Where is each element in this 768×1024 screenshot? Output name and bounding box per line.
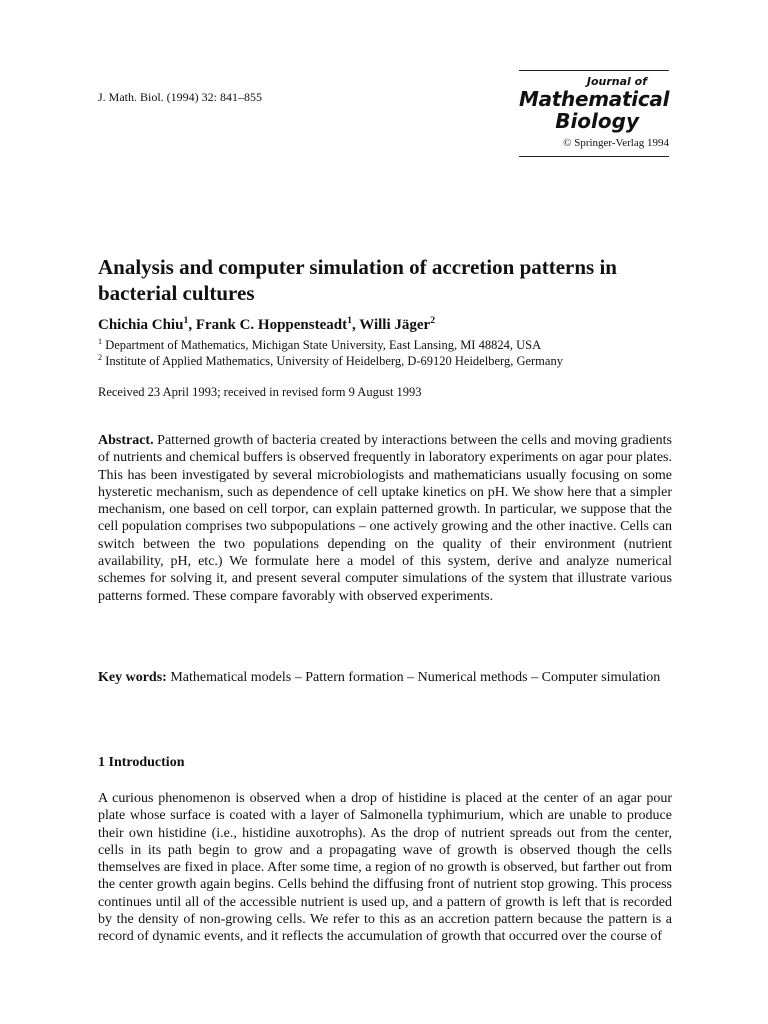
author-affil-marker: 2 [430, 315, 436, 326]
keywords [98, 669, 672, 686]
paper-title: Analysis and computer simulation of accretion patterns in bacterial cultures [98, 255, 617, 305]
abstract [98, 432, 672, 605]
author-list [98, 317, 435, 334]
masthead-bottom-rule [519, 156, 669, 157]
keywords-label: Key words: [98, 670, 167, 685]
journal-masthead [519, 70, 669, 157]
author-name: Chichia Chiu [98, 317, 184, 333]
abstract-text: Patterned growth of bacteria created by interactions between the cells and moving gradients of nutrients and chemical buffers is observed frequently in laboratory experiments on agar pour plates. This has been investigated by several microbiologists and mathematicians usually focusing on some hysteretic mechanism, such as dependence of cell uptake kinetics on pH. We show here that a simpler mechanism, one based on cell torpor, can explain patterned growth. In particular, we suppose that the cell population comprises two subpopulations – one actively growing and the other inactive. Cells can switch between the two populations depending on the quality of their environment (nutrient availability, pH, etc.) We formulate here a model of this system, derive and analyze numerical schemes for solving it, and present several computer simulations of the system that illustrate various patterns formed. These compare favorably with observed experiments. [98, 433, 672, 604]
masthead-top-rule [519, 70, 669, 71]
author-affil-marker: 1 [183, 315, 189, 326]
journal-name-line3: Biology [555, 109, 639, 133]
affil-text: Department of Mathematics, Michigan State University, East Lansing, MI 48824, USA [102, 338, 542, 352]
journal-name-line2: Mathematical [519, 87, 670, 111]
affiliation-2 [98, 353, 563, 370]
affiliation-1 [98, 337, 541, 354]
received-dates: Received 23 April 1993; received in revised form 9 August 1993 [98, 385, 422, 399]
author-name: , Willi Jäger [351, 317, 431, 333]
abstract-label: Abstract. [98, 433, 154, 448]
section-heading: 1 Introduction [98, 755, 185, 770]
author-affil-marker: 1 [347, 315, 352, 326]
copyright: © Springer-Verlag 1994 [563, 137, 669, 149]
author-name: , Frank C. Hoppensteadt [188, 317, 348, 333]
introduction-text: A curious phenomenon is observed when a drop of histidine is placed at the center of an agar pour plate whose surface is coated with a layer of Salmonella typhimurium, which are unable to produce their own histidine (i.e., histidine auxotrophs). As the drop of nutrient spreads out from the center, cells in its path begin to grow and a propagating wave of growth is observed though the cells themselves are fixed in place. After some time, a region of no growth is observed, but farther out from the center growth again begins. Cells behind the diffusing front of nutrient stop growing. This process continues until all of the accessible nutrient is used up, and a pattern of growth is left that is recorded by the density of non-growing cells. We refer to this as an accretion pattern because the pattern is a record of dynamic events, and it reflects the accumulation of growth that occurred over the course of [98, 791, 672, 945]
affil-text: Institute of Applied Mathematics, University of Heidelberg, D-69120 Heidelberg, Germany [102, 354, 563, 368]
journal-name-line1: Journal of [586, 75, 647, 88]
affil-marker: 1 [98, 336, 103, 346]
keywords-text: Mathematical models – Pattern formation – Numerical methods – Computer simulation [166, 670, 661, 685]
affil-marker: 2 [98, 352, 103, 362]
citation: J. Math. Biol. (1994) 32: 841–855 [98, 90, 262, 104]
